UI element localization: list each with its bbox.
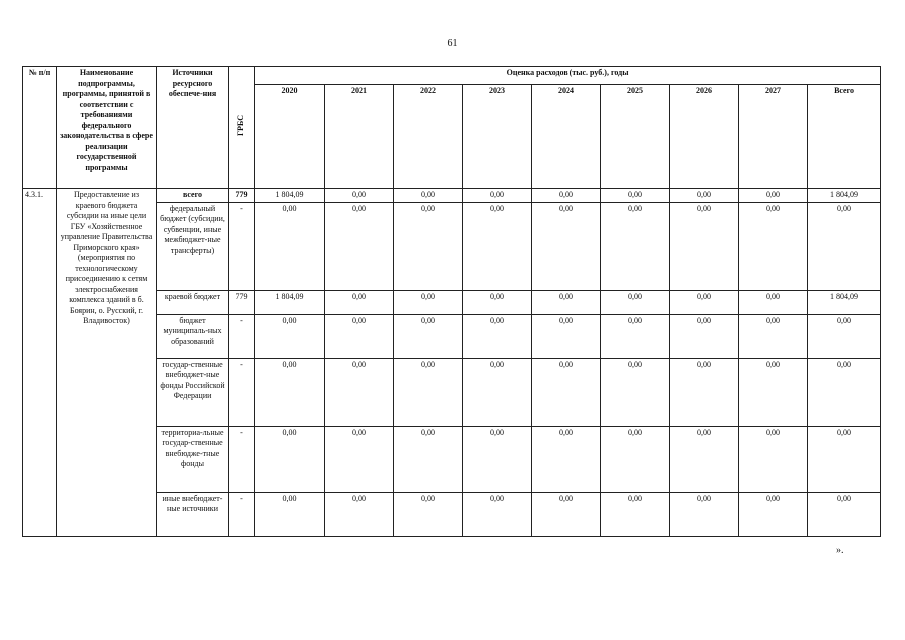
- value-cell: 0,00: [808, 492, 881, 536]
- value-cell: 0,00: [325, 314, 394, 358]
- value-cell: 0,00: [255, 202, 325, 290]
- header-year: 2022: [394, 85, 463, 189]
- source-cell: государ-ственные внебюджет-ные фонды Российской Федерации: [157, 358, 229, 426]
- value-cell: 0,00: [463, 202, 532, 290]
- value-cell: 0,00: [463, 189, 532, 203]
- header-year: 2026: [670, 85, 739, 189]
- header-total: Всего: [808, 85, 881, 189]
- value-cell: 0,00: [532, 358, 601, 426]
- value-cell: 0,00: [808, 358, 881, 426]
- value-cell: 0,00: [670, 426, 739, 492]
- value-cell: 0,00: [255, 358, 325, 426]
- value-cell: 0,00: [670, 202, 739, 290]
- grbs-cell: -: [229, 202, 255, 290]
- value-cell: 0,00: [532, 492, 601, 536]
- value-cell: 0,00: [601, 358, 670, 426]
- value-cell: 0,00: [601, 314, 670, 358]
- value-cell: 0,00: [739, 202, 808, 290]
- source-cell: иные внебюджет-ные источники: [157, 492, 229, 536]
- value-cell: 1 804,09: [255, 290, 325, 314]
- value-cell: 0,00: [325, 358, 394, 426]
- header-year: 2023: [463, 85, 532, 189]
- value-cell: 0,00: [532, 290, 601, 314]
- source-cell: всего: [157, 189, 229, 203]
- value-cell: 0,00: [739, 314, 808, 358]
- value-cell: 0,00: [463, 492, 532, 536]
- header-year: 2021: [325, 85, 394, 189]
- grbs-cell: -: [229, 358, 255, 426]
- table-row: [23, 189, 881, 203]
- value-cell: 0,00: [394, 202, 463, 290]
- value-cell: 0,00: [255, 426, 325, 492]
- expenditure-table: [22, 66, 881, 537]
- value-cell: 0,00: [394, 314, 463, 358]
- value-cell: 0,00: [601, 492, 670, 536]
- value-cell: 0,00: [601, 202, 670, 290]
- source-cell: краевой бюджет: [157, 290, 229, 314]
- value-cell: 0,00: [601, 189, 670, 203]
- value-cell: 0,00: [532, 189, 601, 203]
- grbs-cell: -: [229, 426, 255, 492]
- grbs-cell: 779: [229, 290, 255, 314]
- value-cell: 0,00: [532, 202, 601, 290]
- value-cell: 0,00: [532, 314, 601, 358]
- value-cell: 0,00: [808, 426, 881, 492]
- source-cell: бюджет муниципаль-ных образований: [157, 314, 229, 358]
- header-name: Наименование подпрограммы, программы, принятой в соответствии с требованиями федерального законодательства в сфере реализации государственной программы: [57, 67, 157, 189]
- source-cell: федеральный бюджет (субсидии, субвенции, иные межбюджет-ные трансферты): [157, 202, 229, 290]
- value-cell: 0,00: [394, 290, 463, 314]
- grbs-cell: 779: [229, 189, 255, 203]
- value-cell: 0,00: [601, 426, 670, 492]
- value-cell: 0,00: [739, 426, 808, 492]
- value-cell: 0,00: [325, 290, 394, 314]
- header-estimate: Оценка расходов (тыс. руб.), годы: [255, 67, 881, 85]
- value-cell: 0,00: [739, 358, 808, 426]
- item-name: Предоставление из краевого бюджета субсидии на иные цели ГБУ «Хозяйственное управление Правительства Приморского края» (мероприятия по технологическому присоединению к сетям электроснабжения комплекса зданий в б. Боярин, о. Русский, г. Владивосток): [57, 189, 157, 537]
- value-cell: 0,00: [670, 314, 739, 358]
- value-cell: 0,00: [325, 426, 394, 492]
- source-cell: территориа-льные государ-ственные внебюдже-тные фонды: [157, 426, 229, 492]
- value-cell: 0,00: [670, 492, 739, 536]
- value-cell: 0,00: [394, 492, 463, 536]
- value-cell: 0,00: [808, 314, 881, 358]
- value-cell: 0,00: [670, 358, 739, 426]
- value-cell: 0,00: [739, 492, 808, 536]
- value-cell: 0,00: [463, 358, 532, 426]
- value-cell: 0,00: [808, 202, 881, 290]
- header-year: 2024: [532, 85, 601, 189]
- header-grbs: ГРБС: [236, 115, 246, 137]
- value-cell: 0,00: [255, 314, 325, 358]
- value-cell: 0,00: [255, 492, 325, 536]
- header-grbs-cell: [229, 67, 255, 189]
- value-cell: 1 804,09: [808, 189, 881, 203]
- grbs-cell: -: [229, 314, 255, 358]
- value-cell: 1 804,09: [255, 189, 325, 203]
- value-cell: 0,00: [325, 189, 394, 203]
- value-cell: 0,00: [670, 290, 739, 314]
- value-cell: 0,00: [532, 426, 601, 492]
- value-cell: 0,00: [325, 492, 394, 536]
- value-cell: 0,00: [394, 426, 463, 492]
- closing-mark: ».: [836, 545, 844, 556]
- value-cell: 0,00: [670, 189, 739, 203]
- header-year: 2020: [255, 85, 325, 189]
- item-number: 4.3.1.: [23, 189, 57, 537]
- page-number: 61: [447, 38, 458, 49]
- value-cell: 0,00: [739, 189, 808, 203]
- header-year: 2025: [601, 85, 670, 189]
- value-cell: 1 804,09: [808, 290, 881, 314]
- value-cell: 0,00: [463, 314, 532, 358]
- value-cell: 0,00: [601, 290, 670, 314]
- value-cell: 0,00: [394, 358, 463, 426]
- value-cell: 0,00: [394, 189, 463, 203]
- value-cell: 0,00: [463, 290, 532, 314]
- grbs-cell: -: [229, 492, 255, 536]
- header-source: Источники ресурсного обеспече-ния: [157, 67, 229, 189]
- value-cell: 0,00: [325, 202, 394, 290]
- header-year: 2027: [739, 85, 808, 189]
- value-cell: 0,00: [739, 290, 808, 314]
- value-cell: 0,00: [463, 426, 532, 492]
- header-num: № п/п: [23, 67, 57, 189]
